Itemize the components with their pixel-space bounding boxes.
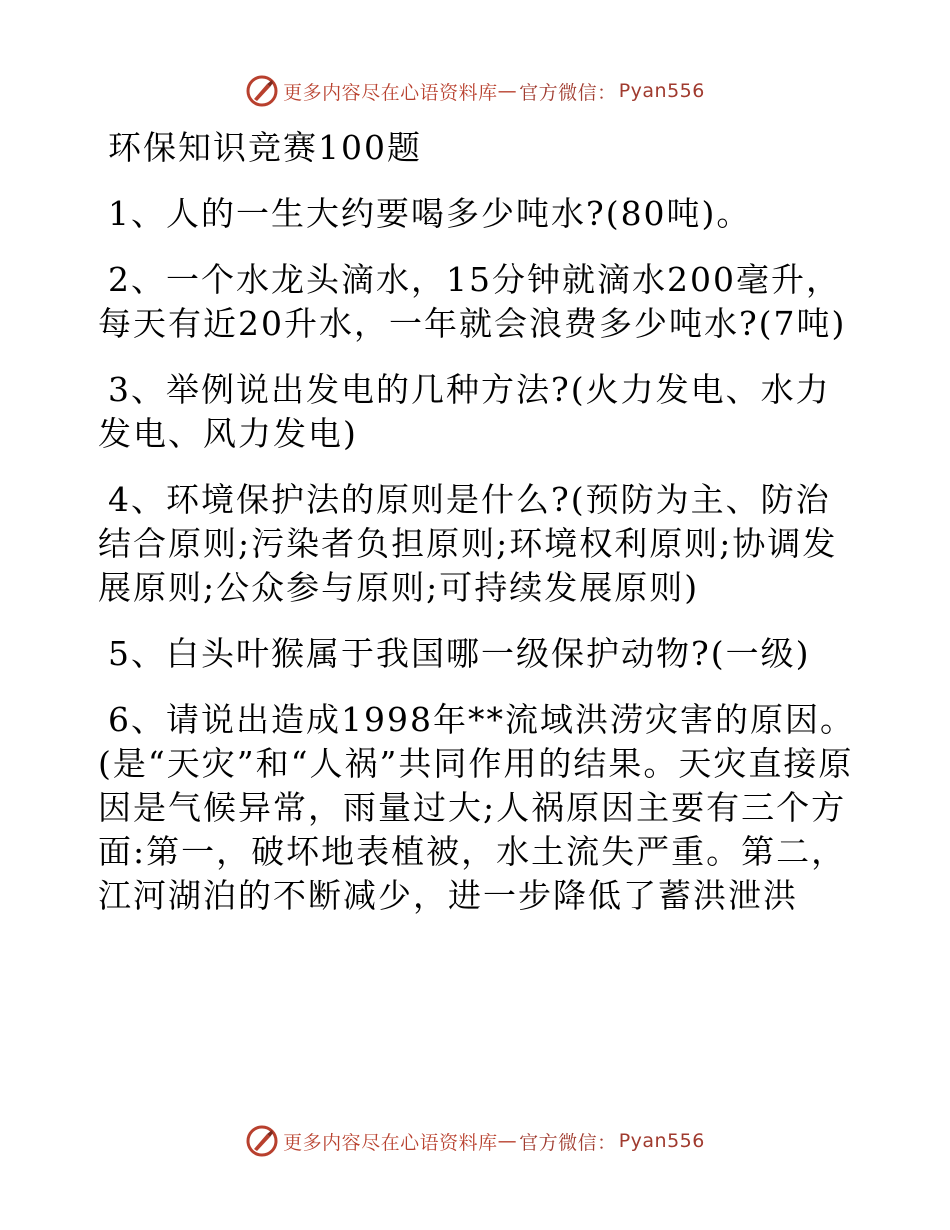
question-2: 2、一个水龙头滴水，15分钟就滴水200毫升，每天有近20升水，一年就会浪费多少吨水?(7吨) <box>98 260 847 343</box>
page-title: 环保知识竞赛100题 <box>108 128 422 167</box>
watermark-text: 更多内容尽在心语资料库 <box>283 81 498 104</box>
question-6: 6、请说出造成1998年**流域洪涝灾害的原因。(是“天灾”和“人祸”共同作用的结果。天灾直接原因是气候异常，雨量过大;人祸原因主要有三个方面:第一，破坏地表植被，水土流失严重。第二，江河湖泊的不断减少，进一步降低了蓄洪泄洪 <box>98 700 855 915</box>
watermark-wechat-id: Pyan556 <box>618 1130 705 1152</box>
watermark-banner-bottom <box>0 1124 950 1158</box>
watermark-banner-top <box>0 74 950 108</box>
question-4: 4、环境保护法的原则是什么?(预防为主、防治结合原则;污染者负担原则;环境权利原则;协调发展原则;公众参与原则;可持续发展原则) <box>98 480 838 607</box>
logo-pen-icon <box>245 74 279 108</box>
logo-pen-icon <box>245 1124 279 1158</box>
watermark-separator: — <box>497 1130 518 1152</box>
watermark-wechat-label: 官方微信： <box>519 1131 617 1154</box>
question-1: 1、人的一生大约要喝多少吨水?(80吨)。 <box>108 194 752 233</box>
document-body <box>98 126 858 918</box>
question-3: 3、举例说出发电的几种方法?(火力发电、水力发电、风力发电) <box>98 370 831 453</box>
question-5: 5、白头叶猴属于我国哪一级保护动物?(一级) <box>108 634 811 673</box>
watermark-text: 更多内容尽在心语资料库 <box>283 1131 498 1154</box>
watermark-separator: — <box>497 80 518 102</box>
watermark-wechat-label: 官方微信： <box>519 81 617 104</box>
watermark-wechat-id: Pyan556 <box>618 80 705 102</box>
